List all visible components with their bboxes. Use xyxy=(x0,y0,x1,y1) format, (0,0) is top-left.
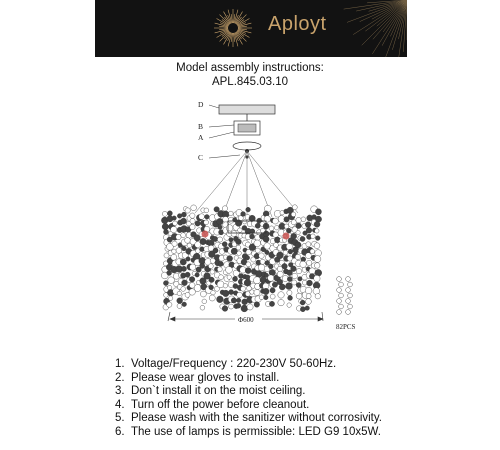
instruction-item xyxy=(115,385,382,399)
instruction-item xyxy=(115,426,382,440)
bulb-left xyxy=(202,231,209,238)
instructions-list xyxy=(115,358,382,440)
instruction-item xyxy=(115,372,382,386)
cable-holder xyxy=(233,142,261,150)
instruction-number: 5. xyxy=(115,412,125,425)
instruction-text: The use of lamps is permissible: LED G9 10x5W. xyxy=(131,425,381,438)
instruction-item xyxy=(115,412,382,426)
label-d: D xyxy=(198,100,204,109)
dimension-label: Φ600 xyxy=(238,316,254,324)
label-b: B xyxy=(198,122,204,131)
instruction-text: Please wash with the sanitizer without corrosivity. xyxy=(131,412,382,425)
instruction-text: Please wear gloves to install. xyxy=(131,371,280,384)
instruction-number: 4. xyxy=(115,398,125,411)
bulb-right xyxy=(283,233,290,240)
model-number: APL.845.03.10 xyxy=(211,76,289,88)
document-title xyxy=(0,61,500,89)
instruction-text: Turn off the power before cleanout. xyxy=(131,398,310,411)
instruction-text: Don`t install it on the moist ceiling. xyxy=(131,385,306,398)
label-c: C xyxy=(198,153,204,162)
brand-name: Aployt xyxy=(268,13,327,35)
chandelier-drawing xyxy=(0,95,500,340)
canopy-plate xyxy=(219,105,275,114)
instruction-item xyxy=(115,358,382,372)
brand-banner xyxy=(95,0,407,57)
instruction-item xyxy=(115,399,382,413)
title-line: Model assembly instructions: xyxy=(176,62,324,74)
label-a: A xyxy=(198,133,204,142)
instruction-text: Voltage/Frequency : 220-230V 50-60Hz. xyxy=(131,358,337,370)
spare-crystal-strand xyxy=(337,277,353,315)
crystal-count-label: 82PCS xyxy=(336,323,356,331)
instruction-number: 2. xyxy=(115,371,125,384)
sunburst-icon xyxy=(95,0,407,57)
instruction-number: 3. xyxy=(115,385,125,398)
instruction-number: 6. xyxy=(115,425,125,438)
instruction-number: 1. xyxy=(115,358,125,370)
